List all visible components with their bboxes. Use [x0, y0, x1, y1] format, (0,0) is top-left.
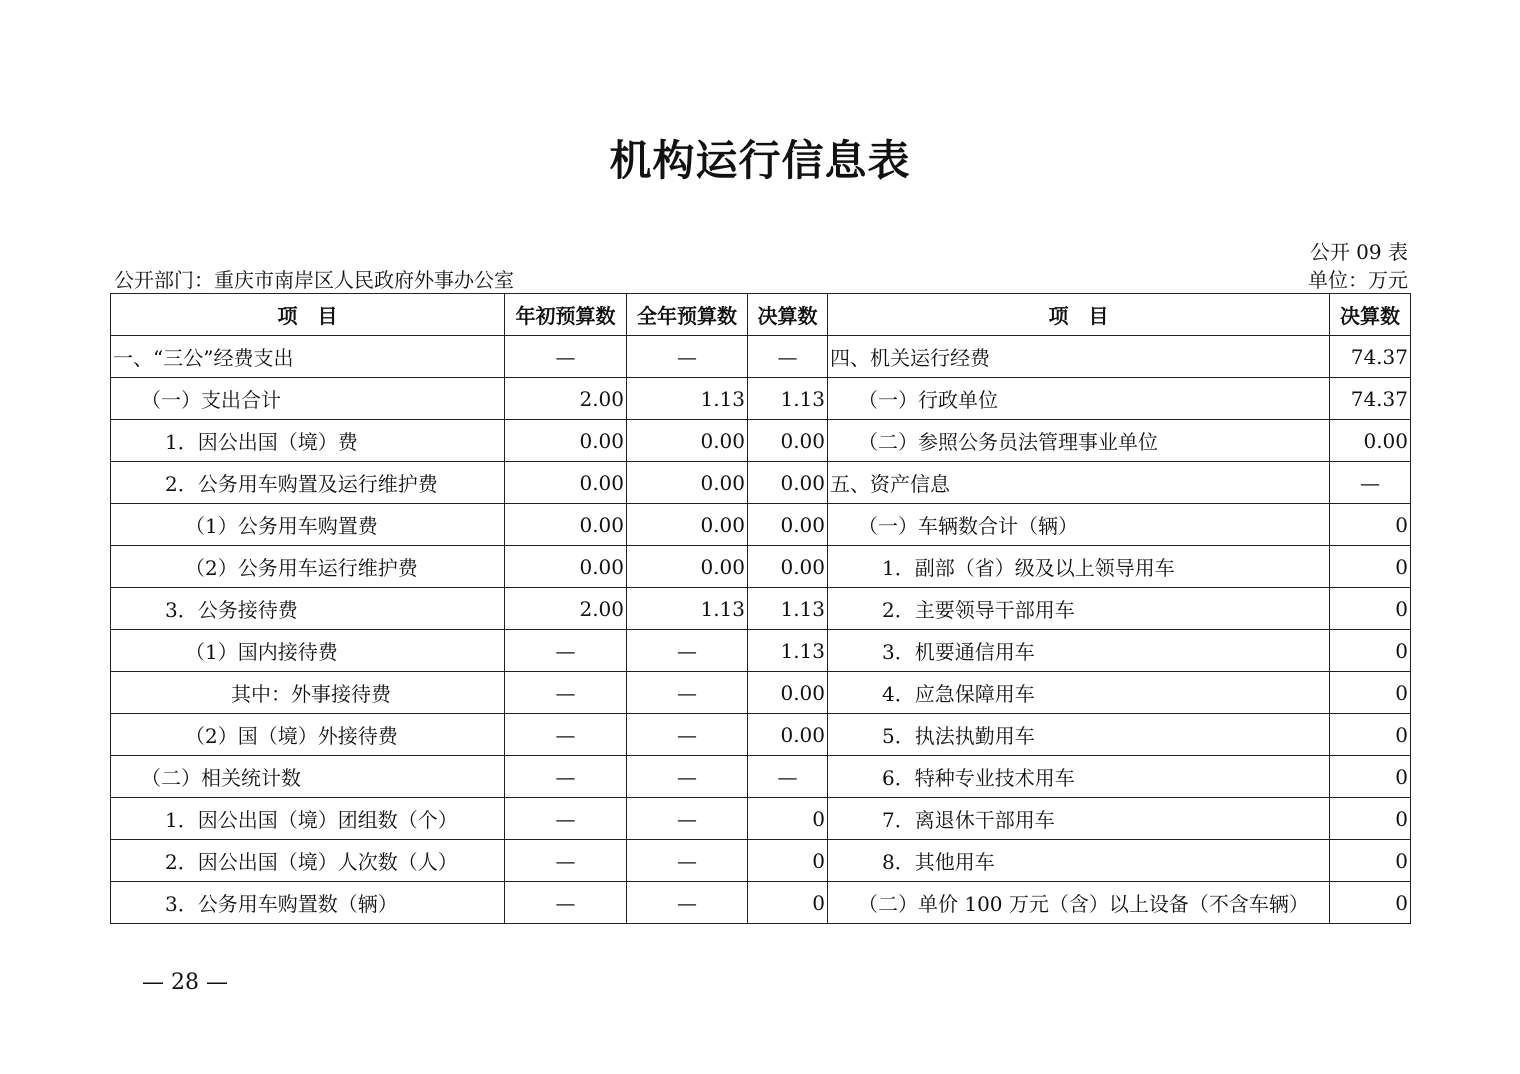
budget-initial-cell: — [505, 756, 627, 798]
item-left-cell: 1．因公出国（境）团组数（个） [111, 798, 505, 840]
final-left-cell: 1.13 [748, 588, 828, 630]
final-left-cell: 0 [748, 882, 828, 924]
item-left-cell: （一）支出合计 [111, 378, 505, 420]
budget-full-cell: — [627, 798, 748, 840]
budget-initial-cell: — [505, 672, 627, 714]
final-left-cell: 0.00 [748, 714, 828, 756]
item-right-cell: 8．其他用车 [828, 840, 1330, 882]
budget-full-cell: 0.00 [627, 420, 748, 462]
final-left-cell: — [748, 756, 828, 798]
page-number: — 28 — [142, 970, 228, 995]
final-right-cell: 0 [1330, 672, 1411, 714]
item-right-cell: 2．主要领导干部用车 [828, 588, 1330, 630]
table-row [111, 756, 1411, 798]
item-left-cell: （1）国内接待费 [111, 630, 505, 672]
item-right-cell: 四、机关运行经费 [828, 336, 1330, 378]
table-header-row [111, 294, 1411, 336]
item-right-cell: 5．执法执勤用车 [828, 714, 1330, 756]
budget-full-cell: 0.00 [627, 462, 748, 504]
final-left-cell: — [748, 336, 828, 378]
department-label: 公开部门：重庆市南岸区人民政府外事办公室 [114, 268, 514, 292]
budget-initial-cell: 0.00 [505, 504, 627, 546]
final-right-cell: 74.37 [1330, 378, 1411, 420]
final-left-cell: 0 [748, 840, 828, 882]
final-left-cell: 0.00 [748, 462, 828, 504]
table-row [111, 630, 1411, 672]
header-budget-initial: 年初预算数 [505, 294, 627, 336]
budget-initial-cell: 0.00 [505, 546, 627, 588]
budget-full-cell: 1.13 [627, 588, 748, 630]
header-item-right: 项 目 [828, 294, 1330, 336]
final-right-cell: 0 [1330, 756, 1411, 798]
item-left-cell: 2．因公出国（境）人次数（人） [111, 840, 505, 882]
budget-initial-cell: — [505, 336, 627, 378]
budget-full-cell: — [627, 714, 748, 756]
budget-full-cell: 0.00 [627, 504, 748, 546]
table-row [111, 546, 1411, 588]
budget-full-cell: 0.00 [627, 546, 748, 588]
final-left-cell: 0.00 [748, 672, 828, 714]
item-right-cell: 7．离退休干部用车 [828, 798, 1330, 840]
item-left-cell: 2．公务用车购置及运行维护费 [111, 462, 505, 504]
table-row [111, 336, 1411, 378]
item-right-cell: （一）车辆数合计（辆） [828, 504, 1330, 546]
page-title: 机构运行信息表 [609, 136, 911, 185]
table-row [111, 714, 1411, 756]
final-right-cell: 74.37 [1330, 336, 1411, 378]
header-item-left: 项 目 [111, 294, 505, 336]
final-left-cell: 0.00 [748, 546, 828, 588]
item-right-cell: （一）行政单位 [828, 378, 1330, 420]
final-right-cell: 0 [1330, 588, 1411, 630]
final-right-cell: 0.00 [1330, 420, 1411, 462]
final-right-cell: 0 [1330, 504, 1411, 546]
table-row [111, 504, 1411, 546]
info-table [110, 293, 1411, 924]
final-left-cell: 1.13 [748, 378, 828, 420]
final-right-cell: 0 [1330, 798, 1411, 840]
table-row [111, 588, 1411, 630]
item-left-cell: （2）国（境）外接待费 [111, 714, 505, 756]
budget-full-cell: 1.13 [627, 378, 748, 420]
unit-label: 单位：万元 [1308, 268, 1408, 292]
table-row [111, 462, 1411, 504]
budget-initial-cell: — [505, 882, 627, 924]
table-row [111, 672, 1411, 714]
header-final-left: 决算数 [748, 294, 828, 336]
budget-initial-cell: — [505, 798, 627, 840]
header-final-right: 决算数 [1330, 294, 1411, 336]
budget-initial-cell: 2.00 [505, 588, 627, 630]
budget-full-cell: — [627, 756, 748, 798]
item-right-cell: 3．机要通信用车 [828, 630, 1330, 672]
budget-full-cell: — [627, 840, 748, 882]
budget-full-cell: — [627, 882, 748, 924]
final-right-cell: 0 [1330, 630, 1411, 672]
header-budget-full: 全年预算数 [627, 294, 748, 336]
item-left-cell: 一、“三公”经费支出 [111, 336, 505, 378]
item-left-cell: （2）公务用车运行维护费 [111, 546, 505, 588]
table-row [111, 378, 1411, 420]
final-right-cell: — [1330, 462, 1411, 504]
final-left-cell: 0.00 [748, 420, 828, 462]
table-row [111, 840, 1411, 882]
item-right-cell: （二）参照公务员法管理事业单位 [828, 420, 1330, 462]
item-left-cell: （1）公务用车购置费 [111, 504, 505, 546]
item-left-cell: 1．因公出国（境）费 [111, 420, 505, 462]
budget-initial-cell: — [505, 630, 627, 672]
table-row [111, 420, 1411, 462]
table-row [111, 882, 1411, 924]
item-left-cell: 3．公务接待费 [111, 588, 505, 630]
budget-full-cell: — [627, 672, 748, 714]
item-right-cell: 4．应急保障用车 [828, 672, 1330, 714]
form-number: 公开 09 表 [1309, 240, 1408, 264]
item-left-cell: 其中：外事接待费 [111, 672, 505, 714]
final-left-cell: 0.00 [748, 504, 828, 546]
item-right-cell: 五、资产信息 [828, 462, 1330, 504]
final-right-cell: 0 [1330, 546, 1411, 588]
budget-initial-cell: 0.00 [505, 462, 627, 504]
budget-initial-cell: — [505, 840, 627, 882]
final-left-cell: 1.13 [748, 630, 828, 672]
budget-initial-cell: — [505, 714, 627, 756]
budget-full-cell: — [627, 630, 748, 672]
item-left-cell: 3．公务用车购置数（辆） [111, 882, 505, 924]
item-right-cell: 1．副部（省）级及以上领导用车 [828, 546, 1330, 588]
budget-initial-cell: 0.00 [505, 420, 627, 462]
final-right-cell: 0 [1330, 882, 1411, 924]
budget-full-cell: — [627, 336, 748, 378]
final-right-cell: 0 [1330, 840, 1411, 882]
final-right-cell: 0 [1330, 714, 1411, 756]
item-right-cell: （二）单价 100 万元（含）以上设备（不含车辆） [828, 882, 1330, 924]
table-row [111, 798, 1411, 840]
item-right-cell: 6．特种专业技术用车 [828, 756, 1330, 798]
budget-initial-cell: 2.00 [505, 378, 627, 420]
final-left-cell: 0 [748, 798, 828, 840]
item-left-cell: （二）相关统计数 [111, 756, 505, 798]
